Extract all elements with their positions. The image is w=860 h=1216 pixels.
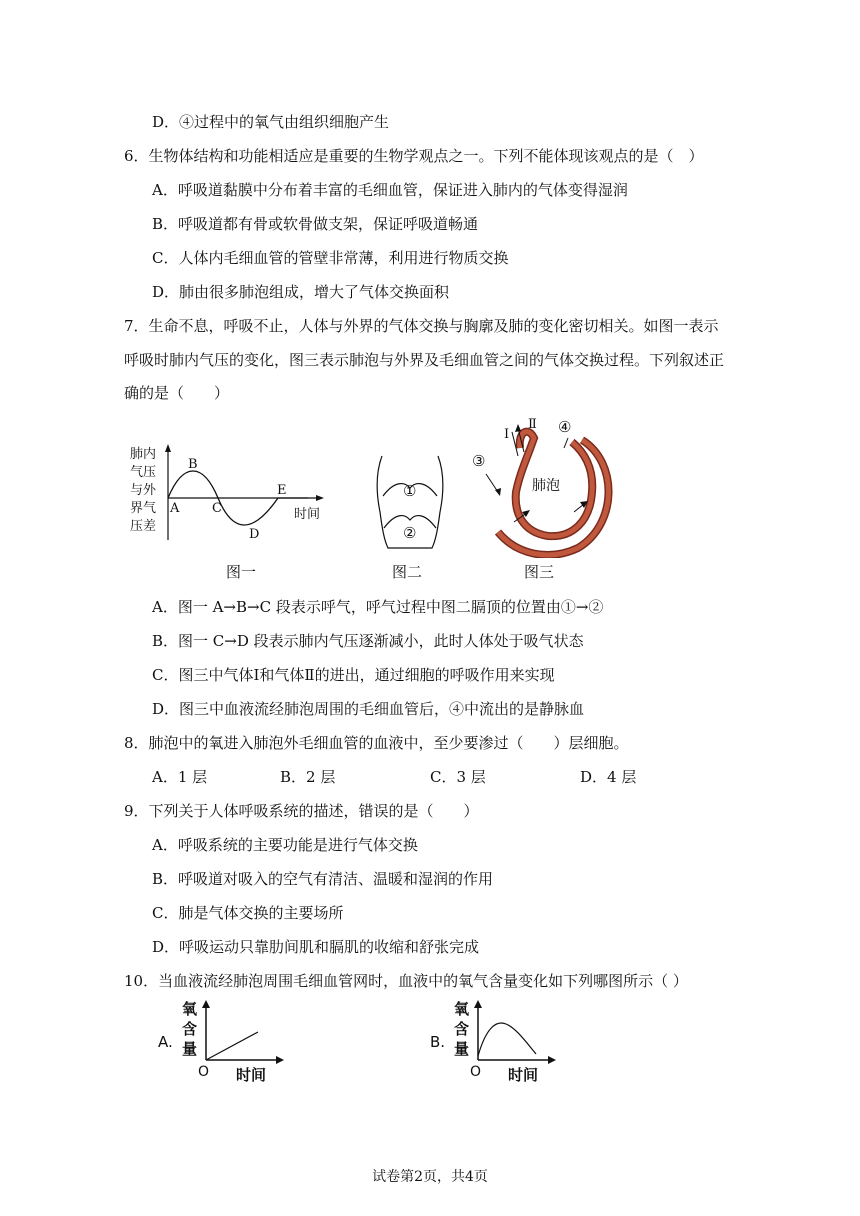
fig1-point-c: C: [212, 501, 222, 516]
q9-option-c: C．肺是气体交换的主要场所: [152, 904, 344, 922]
q7-option-d: D．图三中血液流经肺泡周围的毛细血管后，④中流出的是静脉血: [152, 700, 585, 718]
q10b-ylabel-1: 氧: [454, 1000, 470, 1018]
q7-stem-line2: 呼吸时肺内气压的变化，图三表示肺泡与外界及毛细血管之间的气体交换过程。下列叙述正: [124, 351, 725, 369]
figure3-alveolus-diagram: [468, 412, 618, 558]
q7-stem-line3: 确的是（ ）: [124, 384, 230, 402]
q9-stem: 9．下列关于人体呼吸系统的描述，错误的是（ ）: [124, 802, 479, 820]
q8-option-a: A．1 层: [152, 768, 208, 786]
fig1-xlabel: 时间: [294, 507, 321, 522]
q10-graph-b: [452, 998, 562, 1084]
fig2-mark-1: ①: [403, 482, 417, 500]
fig1-point-a: A: [170, 501, 180, 516]
q6-stem: 6．生物体结构和功能相适应是重要的生物学观点之一。下列不能体现该观点的是（ ）: [124, 147, 704, 165]
q10-graph-a: [180, 998, 290, 1084]
q7-option-c: C．图三中气体Ⅰ和气体Ⅱ的进出，通过细胞的呼吸作用来实现: [152, 666, 555, 684]
q10b-ylabel-3: 量: [454, 1040, 470, 1058]
fig1-ylabel-2: 气压: [130, 465, 157, 480]
q8-option-b: B．2 层: [280, 768, 336, 786]
q8-option-c: C．3 层: [430, 768, 486, 786]
q10a-ylabel-3: 量: [182, 1040, 198, 1058]
figure2-caption: 图二: [392, 563, 423, 581]
q10a-ylabel-1: 氧: [182, 1000, 198, 1018]
q7-option-a: A．图一 A→B→C 段表示呼气，呼气过程中图二膈顶的位置由①→②: [152, 598, 604, 616]
q10-stem: 10．当血液流经肺泡周围毛细血管网时，血液中的氧气含量变化如下列哪图所示（ ）: [124, 972, 688, 990]
fig1-ylabel-3: 与外: [130, 483, 157, 498]
q10b-origin: O: [470, 1064, 482, 1080]
q8-option-d: D．4 层: [580, 768, 637, 786]
q10-graph-a-label: A.: [158, 1033, 173, 1051]
q8-stem: 8．肺泡中的氧进入肺泡外毛细血管的血液中，至少要渗过（ ）层细胞。: [124, 734, 629, 752]
fig3-label-gas-2: Ⅱ: [528, 417, 537, 432]
fig3-label-gas-1: Ⅰ: [504, 427, 510, 442]
q6-option-a: A．呼吸道黏膜中分布着丰富的毛细血管，保证进入肺内的气体变得湿润: [152, 181, 628, 199]
q10b-ylabel-2: 含: [454, 1020, 470, 1038]
fig3-alveolus-label: 肺泡: [532, 478, 560, 494]
q6-option-d: D．肺由很多肺泡组成，增大了气体交换面积: [152, 283, 450, 301]
q10-graph-b-label: B.: [430, 1033, 446, 1051]
figure1-pressure-graph: [128, 440, 338, 550]
fig3-mark-3: ③: [472, 452, 486, 470]
q9-option-d: D．呼吸运动只靠肋间肌和膈肌的收缩和舒张完成: [152, 938, 480, 956]
fig1-ylabel-1: 肺内: [130, 447, 157, 462]
fig1-point-e: E: [277, 483, 287, 498]
q9-option-a: A．呼吸系统的主要功能是进行气体交换: [152, 836, 418, 854]
q6-option-b: B．呼吸道都有骨或软骨做支架，保证呼吸道畅通: [152, 215, 479, 233]
q10b-xlabel: 时间: [508, 1066, 539, 1084]
figure2-thorax-diagram: [370, 452, 450, 552]
q7-stem-line1: 7．生命不息，呼吸不止，人体与外界的气体交换与胸廓及肺的变化密切相关。如图一表示: [124, 317, 719, 335]
q10a-xlabel: 时间: [236, 1066, 267, 1084]
fig3-mark-4: ④: [558, 418, 572, 436]
q10a-origin: O: [198, 1064, 210, 1080]
q10a-ylabel-2: 含: [182, 1020, 198, 1038]
q9-option-b: B．呼吸道对吸入的空气有清洁、温暖和湿润的作用: [152, 870, 494, 888]
fig1-ylabel-5: 压差: [130, 519, 157, 534]
page-footer: 试卷第2页，共4页: [372, 1169, 488, 1185]
figure1-caption: 图一: [226, 563, 257, 581]
fig1-ylabel-4: 界气: [130, 501, 157, 516]
fig2-mark-2: ②: [403, 524, 417, 542]
fig1-point-b: B: [188, 457, 198, 472]
q6-option-c: C．人体内毛细血管的管壁非常薄，利用进行物质交换: [152, 249, 509, 267]
figure3-caption: 图三: [524, 563, 555, 581]
q5-option-d: D．④过程中的氧气由组织细胞产生: [152, 113, 390, 131]
fig1-point-d: D: [249, 527, 260, 542]
q7-option-b: B．图一 C→D 段表示肺内气压逐渐减小，此时人体处于吸气状态: [152, 632, 584, 650]
